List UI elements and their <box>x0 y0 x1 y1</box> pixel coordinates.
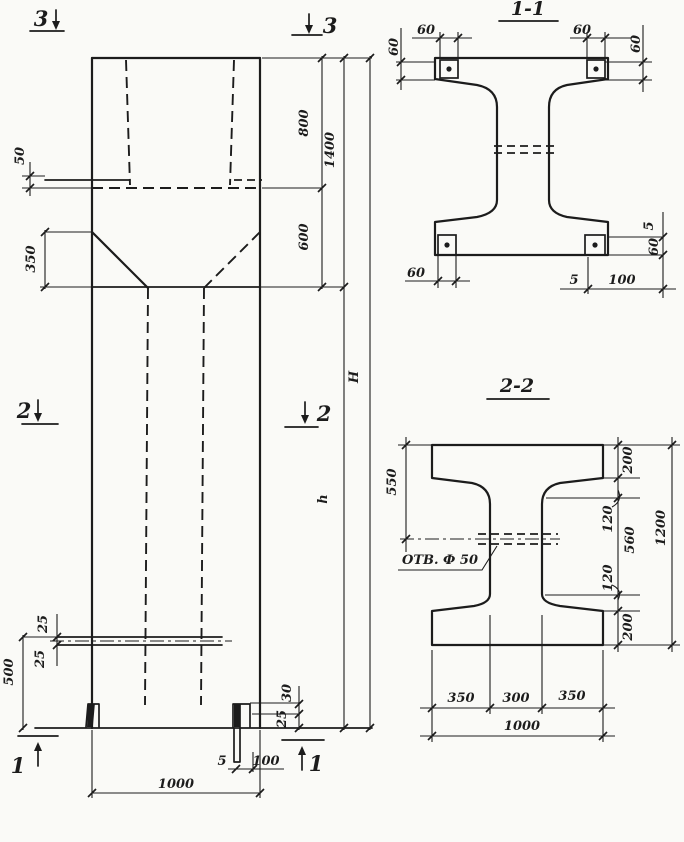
dim-shoe-25: 25 <box>275 709 290 729</box>
marker-3-right-label: 3 <box>322 13 338 38</box>
dim-5-side: 5 <box>642 221 657 231</box>
dim-bar-25-bottom: 25 <box>33 649 48 669</box>
dim-5-bottom: 5 <box>569 273 579 288</box>
dim-200-bottom: 200 <box>621 613 636 641</box>
section-1-1-dimension-labels <box>387 23 662 288</box>
dim-60-top-right: 60 <box>572 23 592 38</box>
section-2-2-title: 2-2 <box>499 375 535 397</box>
dim-1200: 1200 <box>654 509 669 547</box>
dim-500: 500 <box>2 658 17 686</box>
dim-60-left: 60 <box>387 37 402 57</box>
marker-1-left <box>11 736 58 778</box>
section-markers <box>11 6 338 778</box>
dim-600: 600 <box>297 223 312 251</box>
dim-120-top: 120 <box>601 505 616 533</box>
marker-2-left-label: 2 <box>16 398 32 423</box>
base-plate <box>234 728 240 762</box>
marker-2-right <box>285 401 331 427</box>
dim-200-top: 200 <box>621 446 636 474</box>
dim-bar-25-top: 25 <box>36 614 51 634</box>
marker-3-left-label: 3 <box>33 6 49 31</box>
dim-base-100: 100 <box>252 754 280 769</box>
section-1-1-web-hole-hidden <box>494 146 556 153</box>
dim-120-bottom: 120 <box>601 564 616 592</box>
dim-1000-bottom: 1000 <box>503 719 541 734</box>
marker-2-left <box>16 398 58 424</box>
dim-taper-350: 350 <box>24 245 39 273</box>
dim-1400: 1400 <box>323 131 338 169</box>
section-2-2 <box>385 375 680 742</box>
embedded-plates <box>438 60 605 255</box>
marker-1-right-label: 1 <box>308 751 324 776</box>
dim-100-bottom: 100 <box>608 273 636 288</box>
marker-3-left <box>30 6 64 31</box>
dim-ledge-50: 50 <box>13 146 28 166</box>
dim-350-left: 350 <box>447 691 475 706</box>
hidden-lines <box>92 60 262 705</box>
section-1-1 <box>387 0 676 298</box>
section-2-2-dimension-lines <box>398 437 680 742</box>
dim-560: 560 <box>623 526 638 554</box>
elevation-dimension-labels <box>2 109 362 792</box>
dim-350-right: 350 <box>558 689 586 704</box>
elevation-view <box>2 6 374 798</box>
elevation-dimension-lines <box>19 54 374 798</box>
marker-2-right-label: 2 <box>316 401 332 426</box>
dim-shoe-30: 30 <box>280 683 295 703</box>
dim-300: 300 <box>502 691 530 706</box>
dim-h: h <box>316 494 331 504</box>
section-1-1-dimension-lines <box>396 25 676 298</box>
section-1-1-title: 1-1 <box>510 0 546 20</box>
marker-1-right <box>282 740 324 776</box>
section-2-2-dimension-labels <box>385 446 669 734</box>
dim-1000: 1000 <box>157 777 195 792</box>
hole-label: ОТВ. Ф 50 <box>402 553 478 568</box>
section-2-2-outline <box>432 445 603 645</box>
dim-60-top-left: 60 <box>416 23 436 38</box>
dim-base-5: 5 <box>217 754 227 769</box>
dim-60-bottom-left: 60 <box>406 266 426 281</box>
dim-800: 800 <box>297 109 312 137</box>
dim-60-right: 60 <box>629 34 644 54</box>
section-1-1-outline <box>435 58 608 255</box>
marker-3-right <box>292 13 337 38</box>
dim-60-side: 60 <box>647 237 662 257</box>
dim-550: 550 <box>385 468 400 496</box>
marker-1-left-label: 1 <box>10 753 26 778</box>
hole-callout <box>398 546 497 570</box>
dim-H: H <box>347 370 362 384</box>
